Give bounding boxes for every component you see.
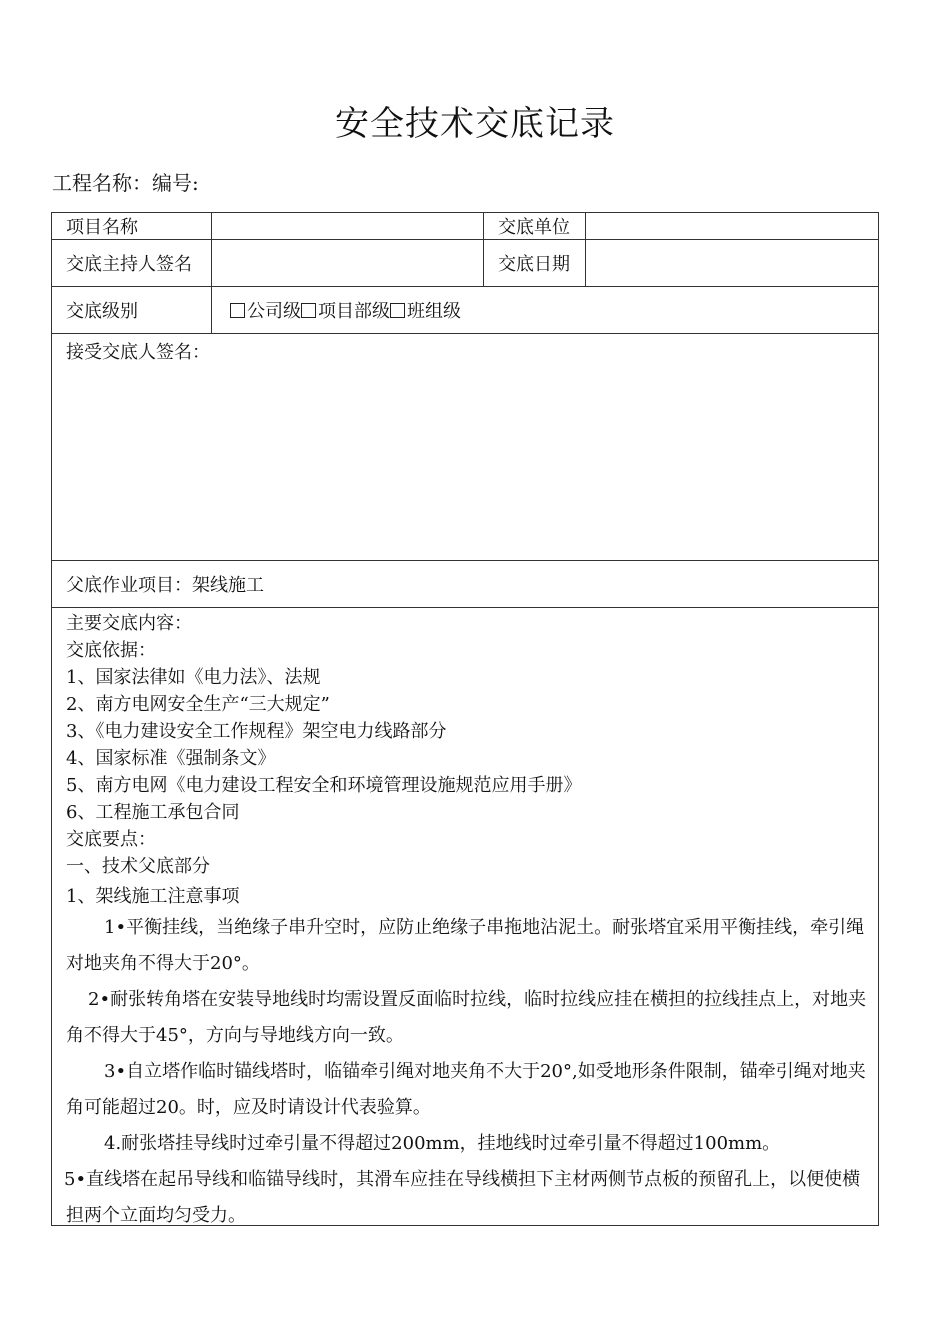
date-label: 交底日期 [484, 240, 586, 286]
project-name-label: 项目名称 [52, 213, 212, 239]
content-line: 3、《电力建设安全工作规程》架空电力线路部分 [66, 721, 447, 742]
content-line: 交底要点： [66, 829, 156, 850]
project-name-and-number: 工程名称：编号: [52, 171, 199, 195]
content-paragraph-4: 4.耐张塔挂导线时过牵引量不得超过200mm，挂地线时过牵引量不得超过100mm。 [104, 1133, 781, 1154]
content-paragraph-1: 1•平衡挂线，当绝缘子串升空时，应防止绝缘子串拖地沾泥土。耐张塔宜采用平衡挂线，牵引绳对地夹角不得大于20°。 [66, 917, 865, 974]
work-item-text: 父底作业项目：架线施工 [66, 575, 264, 596]
content-line: 5、南方电网《电力建设工程安全和环境管理设施规范应用手册》 [66, 775, 582, 796]
checkbox-team-level[interactable] [390, 303, 405, 318]
row-level [52, 287, 878, 334]
content-line: 4、国家标准《强制条文》 [66, 748, 276, 769]
content-line: 6、工程施工承包合同 [66, 802, 240, 823]
project-name-field[interactable] [212, 213, 484, 239]
document-title: 安全技术交底记录 [335, 104, 615, 144]
host-signature-field[interactable] [212, 240, 484, 286]
content-paragraph-2: 2•耐张转角塔在安装导地线时均需设置反面临时拉线，临时拉线应挂在横担的拉线挂点上，对地夹角不得大于45°，方向与导地线方向一致。 [66, 989, 867, 1046]
row-main-content [52, 608, 878, 1225]
option-team-level: 班组级 [407, 301, 461, 322]
content-line: 1、架线施工注意事项 [66, 886, 240, 907]
date-field[interactable] [586, 240, 878, 286]
row-work-item [52, 561, 878, 608]
content-line: 一、技术父底部分 [66, 856, 210, 877]
host-signature-label: 交底主持人签名 [52, 240, 212, 286]
row-receiver-signature [52, 334, 878, 561]
content-line: 主要交底内容： [66, 613, 192, 634]
checkbox-project-dept-level[interactable] [301, 303, 316, 318]
content-line: 2、南方电网安全生产“三大规定” [66, 694, 330, 715]
level-options [212, 287, 878, 333]
option-project-dept-level: 项目部级 [318, 301, 390, 322]
content-paragraph-5: 5•直线塔在起吊导线和临锚导线时，其滑车应挂在导线横担下主材两侧节点板的预留孔上，以便使横担两个立面均匀受力。 [64, 1169, 861, 1225]
content-line: 交底依据： [66, 640, 156, 661]
row-project-name [52, 213, 878, 240]
content-line: 1、国家法律如《电力法》、法规 [66, 667, 321, 688]
row-host-signature [52, 240, 878, 287]
content-paragraph-3: 3•自立塔作临时锚线塔时，临锚牵引绳对地夹角不大于20°,如受地形条件限制，锚牵引绳对地夹角可能超过20。时，应及时请设计代表验算。 [66, 1061, 866, 1118]
option-company-level: 公司级 [247, 301, 301, 322]
disclosure-form-table [51, 212, 879, 1226]
unit-field[interactable] [586, 213, 878, 239]
level-label: 交底级别 [52, 287, 212, 333]
receiver-signature-label: 接受交底人签名： [66, 342, 210, 363]
checkbox-company-level[interactable] [230, 303, 245, 318]
main-content-body [52, 608, 878, 1225]
unit-label: 交底单位 [484, 213, 586, 239]
receiver-signature-area[interactable] [52, 334, 878, 560]
